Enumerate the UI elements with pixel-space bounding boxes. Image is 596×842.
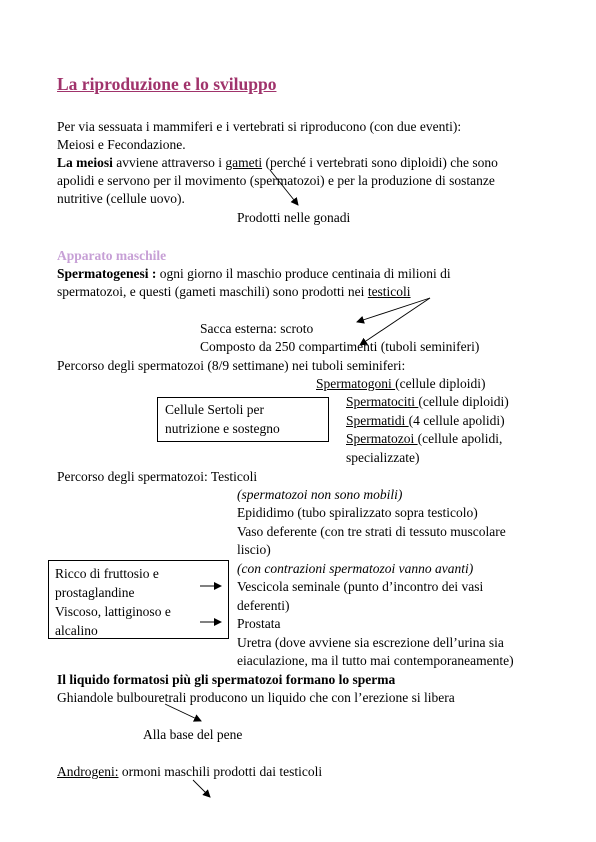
- percorso-item: Epididimo (tubo spiralizzato sopra testicolo): [237, 505, 478, 520]
- percorso-item: (spermatozoi non sono mobili): [237, 487, 403, 502]
- arrow-gameti-to-gonadi: [270, 170, 298, 205]
- fluid-box-line: prostaglandine: [55, 585, 135, 600]
- meiosi-text-post: (perché i vertebrati sono diploidi) che sono: [262, 155, 498, 170]
- fluid-box-line: Ricco di fruttosio e: [55, 566, 159, 581]
- percorso-item: Uretra (dove avviene sia escrezione dell’urina sia: [237, 635, 504, 650]
- arrow-bulbouretrali-to-base: [165, 704, 201, 721]
- gameti-term: gameti: [225, 155, 263, 170]
- cell-stage-name: Spermatidi: [346, 413, 409, 428]
- sertoli-box-line: nutrizione e sostegno: [165, 421, 280, 436]
- androgeni-text: ormoni maschili prodotti dai testicoli: [118, 764, 323, 779]
- spermatogenesi-text-2: spermatozoi, e questi (gameti maschili) sono prodotti nei: [57, 284, 368, 299]
- spermatogenesi-text: ogni giorno il maschio produce centinaia di milioni di: [156, 266, 451, 281]
- percorso-item: Prostata: [237, 616, 281, 631]
- arrow-testicoli-to-sacca: [357, 298, 430, 322]
- percorso-testicoli-line: Percorso degli spermatozoi: Testicoli: [57, 469, 258, 484]
- cell-stage-desc: (cellule diploidi): [418, 394, 509, 409]
- percorso-item: (con contrazioni spermatozoi vanno avanti): [237, 561, 474, 576]
- cell-stage-desc: (cellule diploidi): [395, 376, 486, 391]
- testicoli-term: testicoli: [367, 284, 411, 299]
- meiosi-line-2: apolidi e servono per il movimento (spermatozoi) e per la produzione di sostanze: [57, 173, 495, 188]
- fluid-box-line: alcalino: [55, 623, 98, 638]
- meiosi-term: La meiosi: [57, 155, 113, 170]
- arrow-androgeni: [193, 780, 210, 797]
- cell-stage-specializzate: specializzate): [346, 450, 420, 465]
- arrow-testicoli-to-composto: [360, 298, 430, 345]
- percorso-item: eiaculazione, ma il tutto mai contemporaneamente): [237, 653, 514, 668]
- cell-stage-name: Spermatociti: [346, 394, 419, 409]
- composto-note: Composto da 250 compartimenti (tuboli seminiferi): [200, 339, 480, 354]
- base-pene-note: Alla base del pene: [143, 727, 243, 742]
- gonadi-note: Prodotti nelle gonadi: [237, 210, 351, 225]
- cell-stage-desc: (cellule apolidi,: [417, 431, 503, 446]
- fluid-box-line: Viscoso, lattiginoso e: [55, 604, 171, 619]
- percorso-item: Vaso deferente (con tre strati di tessuto muscolare: [237, 524, 506, 539]
- percorso-tuboli-line: Percorso degli spermatozoi (8/9 settimane) nei tuboli seminiferi:: [57, 358, 406, 373]
- intro-line-1: Per via sessuata i mammiferi e i vertebrati si riproducono (con due eventi):: [57, 119, 462, 134]
- percorso-item: liscio): [237, 542, 271, 557]
- androgeni-term: Androgeni:: [57, 764, 119, 779]
- sertoli-box-line: Cellule Sertoli per: [165, 402, 264, 417]
- sperma-bold-line: Il liquido formatosi più gli spermatozoi formano lo sperma: [57, 672, 396, 687]
- spermatogenesi-term: Spermatogenesi :: [57, 266, 157, 281]
- sacca-note: Sacca esterna: scroto: [200, 321, 314, 336]
- cell-stage-desc: (4 cellule apolidi): [408, 413, 505, 428]
- page-title: La riproduzione e lo sviluppo: [57, 74, 277, 94]
- meiosi-line-3: nutritive (cellule uovo).: [57, 191, 185, 206]
- percorso-item: deferenti): [237, 598, 290, 613]
- percorso-item: Vescicola seminale (punto d’incontro dei vasi: [237, 579, 484, 594]
- meiosi-text-pre: avviene attraverso i: [112, 155, 226, 170]
- intro-line-2: Meiosi e Fecondazione.: [57, 137, 186, 152]
- section-heading-apparato: Apparato maschile: [57, 248, 167, 263]
- cell-stage-name: Spermatogoni: [316, 376, 396, 391]
- ghiandole-line: Ghiandole bulbouretrali producono un liquido che con l’erezione si libera: [57, 690, 455, 705]
- cell-stage-name: Spermatozoi: [346, 431, 418, 446]
